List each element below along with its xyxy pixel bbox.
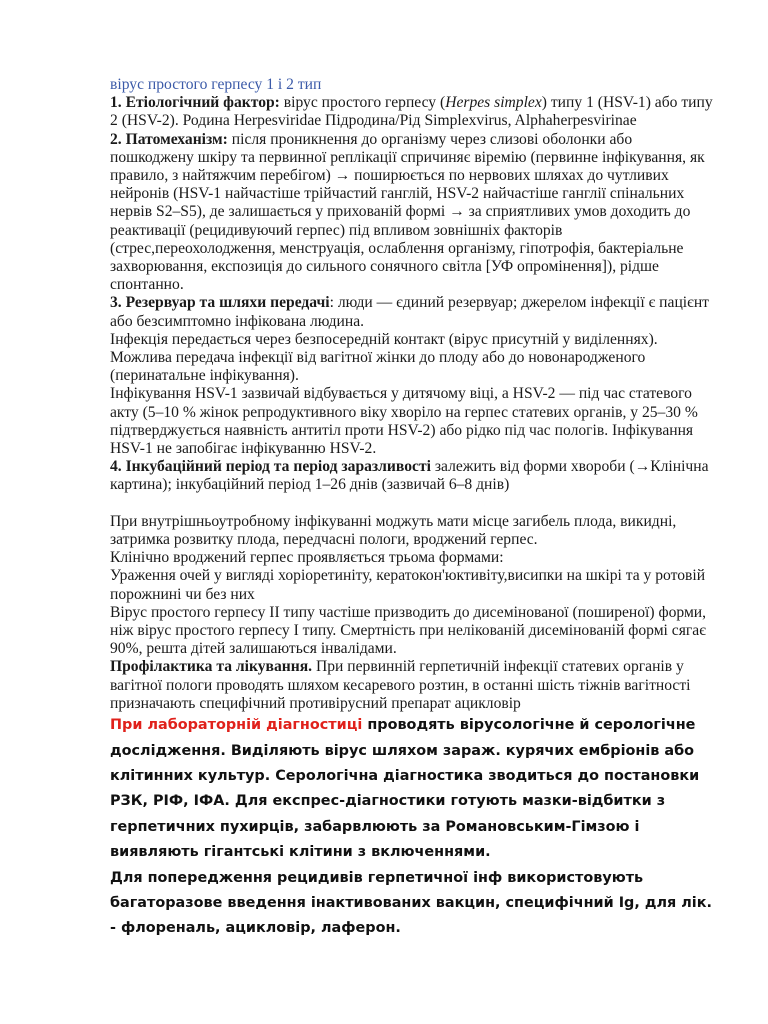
lab-diagnostics-highlight: При лабораторній діагностиці	[110, 717, 363, 734]
paragraph-intrauterine: При внутрішньоутробному інфікуванні моджуть мати місце загибель плода, викидні, затримка розвитку плода, передчасні пологи, вроджений герпес.	[110, 512, 677, 549]
blank-line	[110, 495, 716, 513]
paragraph-transmission: Інфекція передається через безпосередній контакт (вірус присутній у виділеннях). Можлива передача інфекції від вагітної жінки до плоду або до новонародженого (перинатальне інфікування).	[110, 330, 658, 385]
section-incubation-label: 4. Інкубаційний період та період заразливості	[110, 458, 431, 476]
section-pathomechanism-label: 2. Патомеханізм:	[110, 130, 228, 148]
section-etiology-text-1: вірус простого герпесу (	[279, 94, 446, 112]
section-incubation-text: залежить від форми хвороби (→Клінічна картина); інкубаційний період 1–26 днів (зазвичай 6–8 днів)	[110, 458, 709, 494]
paragraph-type2-dissemination: Вірус простого герпесу II типу частіше призводить до дисемінованої (поширеної) форми, ніж вірус простого герпесу I типу. Смертність при нелікованій дисемінованій формі сягає 90%, решта дітей залишаються інвалідами.	[110, 603, 707, 658]
paragraph-eye-lesions: Ураження очей у вигляді хоріоретиніту, кератокон'юктивіту,висипки на шкірі та у ротовій порожнині чи без них	[110, 567, 706, 603]
section-pathomechanism-text: після проникнення до організму через слизові оболонки або пошкоджену шкіру та первинної реплікації спричиняє віремію (первинне інфікування, як правило, з найтяжчим перебігом) → поширюється по нервових шляхах до чутливих нейронів (HSV-1 найчастіше трійчастий ганглій, HSV-2 найчастіше ганглії спінальних нервів S2–S5), де залишається у прихованій формі → за сприятливих умов доходить до реактивації (рецидивуючий герпес) під впливом зовнішніх факторів (стрес,переохолодження, менструація, ослаблення організму, гіпотрофія, бактеріальне захворювання, експозиція до сильного сонячного світла [УФ опромінення]), рідше спонтанно.	[110, 130, 705, 294]
section-incubation	[110, 458, 716, 494]
paragraph-relapse-prevention: Для попередження рецидивів герпетичної інф використовують багаторазове введення інактивованих вакцин, специфічний Ig, для лік. - флореналь, ацикловір, лаферон.	[110, 869, 712, 937]
paragraph-congenital-forms: Клінічно вроджений герпес проявляється трьома формами:	[110, 549, 504, 567]
section-etiology-latin: Herpes simplex	[445, 94, 542, 112]
section-prophylaxis-text: При первинній герпетичній інфекції статевих органів у вагітної пологи проводять шляхом кесаревого розтин, в останні шість тіжнів вагітності призначають специфічний противірусний препарат ацикловір	[110, 658, 691, 712]
paragraph-hsv-infection: Інфікування HSV-1 зазвичай відбувається у дитячому віці, а HSV-2 — під час статевого акту (5–10 % жінок репродуктивного віку хворіло на герпес статевих органів, у 25–30 % підтверджується наявність антитіл проти HSV-2) або рідко під час пологів. Інфікування HSV-1 не запобігає інфікуванню HSV-2.	[110, 385, 698, 458]
section-etiology	[110, 94, 716, 130]
document-page	[110, 76, 716, 942]
section-pathomechanism	[110, 131, 716, 295]
lab-diagnostics-text: проводять вірусологічне й серологічне дослідження. Виділяють вірус шляхом зараж. курячих ембріонів або клітинних культур. Серологічна діагностика зводиться до постановки РЗК, РІФ, ІФА. Для експрес-діагностики готують мазки-відбитки з герпетичних пухирців, забарвлюють за Романовським-Гімзою і виявляють гігантські клітини з включеннями.	[110, 717, 700, 861]
section-prophylaxis	[110, 658, 716, 713]
section-prophylaxis-label: Профілактика та лікування.	[110, 658, 313, 676]
section-reservoir-text: : люди — єдиний резервуар; джерелом інфекції є пацієнт або безсимптомно інфікована людина.	[110, 294, 709, 330]
section-lab-diagnostics	[110, 713, 716, 865]
section-reservoir	[110, 294, 716, 330]
document-title: вірус простого герпесу 1 і 2 тип	[110, 76, 322, 93]
section-etiology-text-2: ) типу 1 (HSV-1) або типу 2 (HSV-2). Родина Herpesviridae Підродина/Рід Simplexvirus, Alphaherpesvirinae	[110, 94, 713, 130]
section-reservoir-label: 3. Резервуар та шляхи передачі	[110, 294, 330, 312]
section-etiology-label: 1. Етіологічний фактор:	[110, 94, 280, 112]
